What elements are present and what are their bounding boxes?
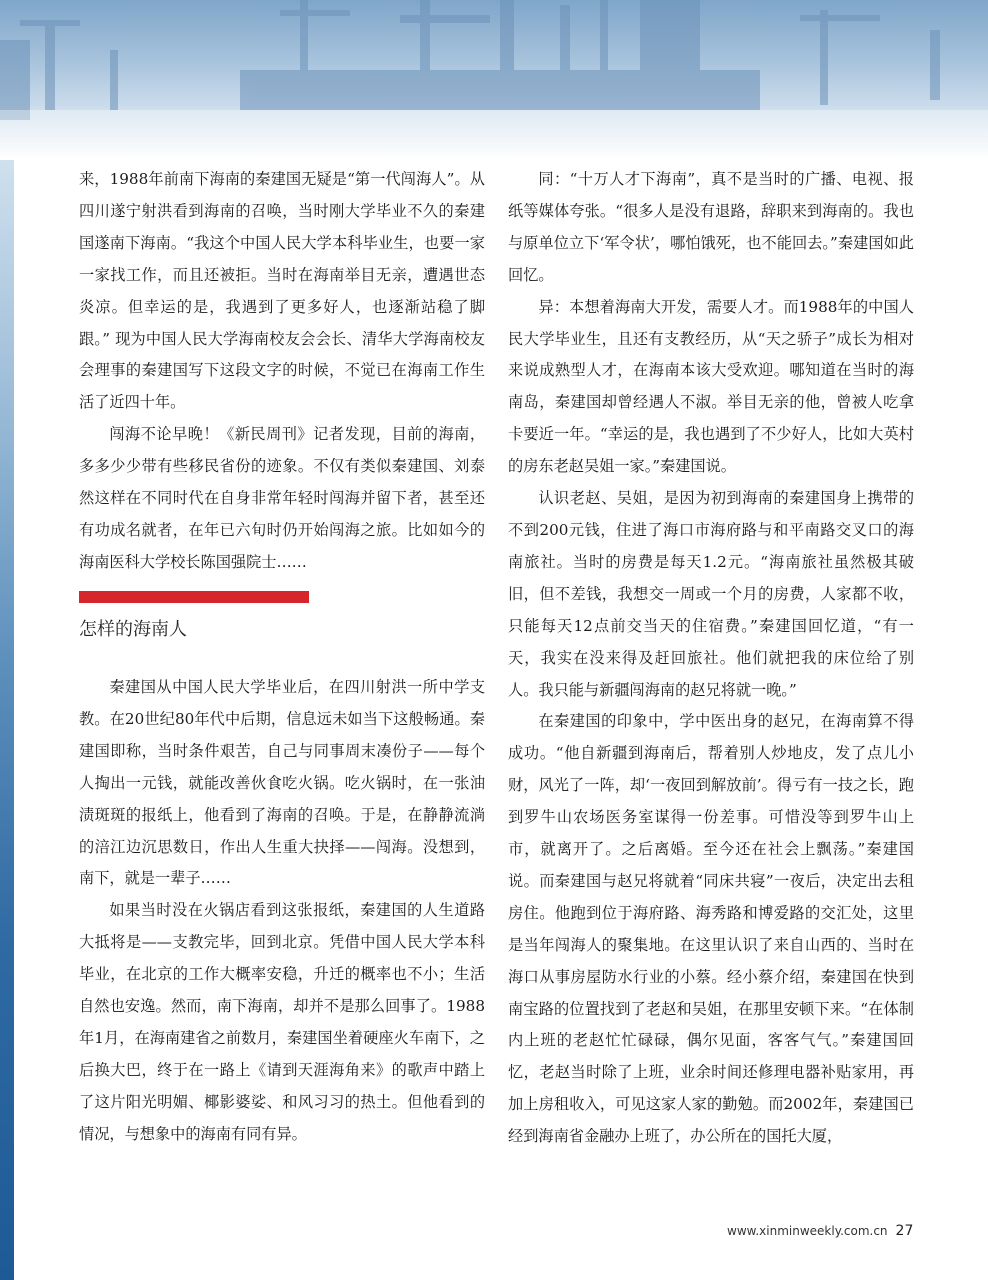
right-paragraph-4: 在秦建国的印象中，学中医出身的赵兄，在海南算不得成功。“他自新疆到海南后，帮着别人炒地皮，发了点儿小财，风光了一阵，却‘一夜回到解放前’。得亏有一技之长，跑到罗牛山农场医务室谋得一份差事。可惜没等到罗牛山上市，就离开了。之后离婚。至今还在社会上飘荡。”秦建国说。而秦建国与赵兄将就着“同床共寝”一夜后，决定出去租房住。他跑到位于海府路、海秀路和博爱路的交汇处，这里是当年闯海人的聚集地。在这里认识了来自山西的、当时在海口从事房屋防水行业的小蔡。经小蔡介绍，秦建国在快到南宝路的位置找到了老赵和吴姐，在那里安顿下来。“在体制内上班的老赵忙忙碌碌，偶尔见面，客客气气。”秦建国回忆，老赵当时除了上班，业余时间还修理电器补贴家用，再加上房租收入，可见这家人家的勤勉。而2002年，秦建国已经到海南省金融办上班了，办公所在的国托大厦， [508,712,914,1146]
left-paragraph-2: 闯海不论早晚！《新民周刊》记者发现，目前的海南，多多少少带有些移民省份的迹象。不仅有类似秦建国、刘泰然这样在不同时代在自身非常年轻时闯海并留下者，甚至还有功成名就者，在年已六旬时仍开始闯海之旅。比如如今的海南医科大学校长陈国强院士…… [79,425,485,571]
right-column [508,164,914,1153]
header-harbor-image [0,0,988,160]
left-paragraph-3: 秦建国从中国人民大学毕业后，在四川射洪一所中学支教。在20世纪80年代中后期，信息远未如当下这般畅通。秦建国即称，当时条件艰苦，自己与同事周末凑份子——每个人掏出一元钱，就能改善伙食吃火锅。吃火锅时，在一张油渍斑斑的报纸上，他看到了海南的召唤。于是，在静静流淌的涪江边沉思数日，作出人生重大抉择——闯海。没想到，南下，就是一辈子…… [79,678,485,888]
harbor-silhouette-illustration [0,0,988,160]
footer-url[interactable]: www.xinminweekly.com.cn [727,1224,888,1238]
page-footer [727,1223,937,1239]
left-paragraph-1: 来，1988年前南下海南的秦建国无疑是“第一代闯海人”。从四川遂宁射洪看到海南的召唤，当时刚大学毕业不久的秦建国遂南下海南。“我这个中国人民大学本科毕业生，也要一家一家找工作，而且还被拒。当时在海南举目无亲，遭遇世态炎凉。但幸运的是，我遇到了更多好人，也逐渐站稳了脚跟。” 现为中国人民大学海南校友会会长、清华大学海南校友会理事的秦建国写下这段文字的时候，不觉已在海南工作生活了近四十年。 [79,170,485,412]
page-number: 27 [895,1223,914,1239]
left-column-section [79,672,485,1151]
left-edge-decoration [0,160,14,1280]
right-paragraph-2: 异：本想着海南大开发，需要人才。而1988年的中国人民大学毕业生，且还有支教经历，从“天之骄子”成长为相对来说成熟型人才，在海南本该大受欢迎。哪知道在当时的海南岛，秦建国却曾经遇人不淑。举目无亲的他，曾被人吃拿卡要近一年。“幸运的是，我也遇到了不少好人，比如大英村的房东老赵吴姐一家。”秦建国说。 [508,297,914,476]
right-paragraph-1: 同：“十万人才下海南”，真不是当时的广播、电视、报纸等媒体夸张。“很多人是没有退路，辞职来到海南的。我也与原单位立下‘军令状’，哪怕饿死，也不能回去。”秦建国如此回忆。 [508,170,914,284]
right-paragraph-3: 认识老赵、吴姐，是因为初到海南的秦建国身上携带的不到200元钱，住进了海口市海府路与和平南路交叉口的海南旅社。当时的房费是每天1.2元。“海南旅社虽然极其破旧，但不差钱，我想交一周或一个月的房费，人家都不收，只能每天12点前交当天的住宿费。”秦建国回忆道，“有一天，我实在没来得及赶回旅社。他们就把我的床位给了别人。我只能与新疆闯海南的赵兄将就一晚。” [508,489,914,699]
left-paragraph-4: 如果当时没在火锅店看到这张报纸，秦建国的人生道路大抵将是——支教完毕，回到北京。凭借中国人民大学本科毕业，在北京的工作大概率安稳，升迁的概率也不小；生活自然也安逸。然而，南下海南，却并不是那么回事了。1988年1月，在海南建省之前数月，秦建国坐着硬座火车南下，之后换大巴，终于在一路上《请到天涯海角来》的歌声中踏上了这片阳光明媚、椰影婆娑、和风习习的热土。但他看到的情况，与想象中的海南有同有异。 [79,901,485,1143]
section-title: 怎样的海南人 [79,619,187,640]
section-accent-bar [79,591,309,603]
left-column [79,164,485,579]
